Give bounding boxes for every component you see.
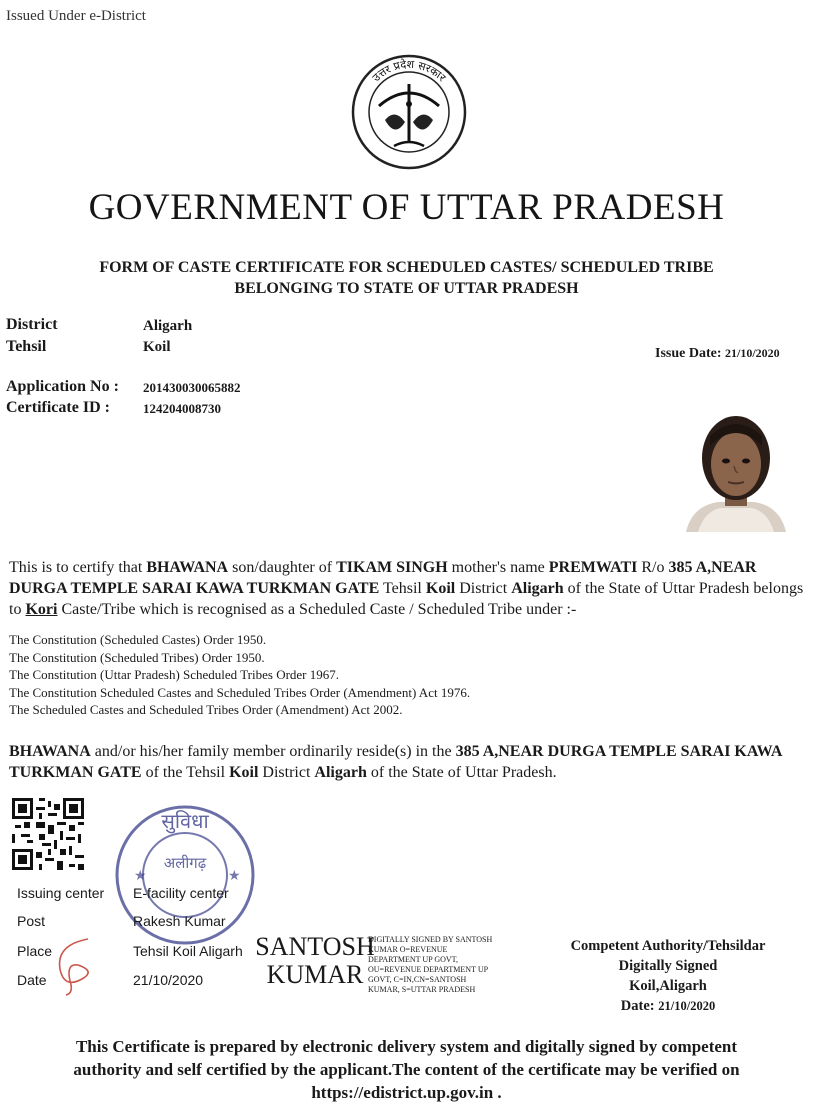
- competent-authority-block: [548, 936, 788, 1016]
- applicant-address: 385 A,NEAR DURGA TEMPLE SARAI KAWA TURKMAN GATE: [9, 559, 757, 597]
- order-item: The Constitution (Uttar Pradesh) Scheduled Tribes Order 1967.: [9, 667, 340, 682]
- handwritten-signature-mark: [48, 935, 103, 997]
- signer-first-name: SANTOSH: [255, 932, 375, 961]
- father-name: TIKAM SINGH: [336, 559, 448, 576]
- svg-text:★: ★: [228, 869, 241, 884]
- residence-district: Aligarh: [314, 764, 367, 781]
- issue-date: [655, 346, 780, 362]
- applicant-photo: [682, 406, 790, 532]
- date-label: Date: [17, 972, 47, 988]
- up-government-emblem: [349, 50, 469, 175]
- post-value: Rakesh Kumar: [133, 913, 226, 929]
- emblem-text: उत्तर प्रदेश सरकार: [369, 57, 449, 85]
- verification-url: https://edistrict.up.gov.in .: [311, 1083, 502, 1102]
- district-label: District: [6, 316, 58, 333]
- order-item: The Constitution (Scheduled Castes) Order 1950.: [9, 632, 267, 647]
- caste-name: Kori: [25, 601, 58, 618]
- seal-text-mid: अलीगढ़: [163, 854, 207, 872]
- certification-paragraph: This is to certify that BHAWANA son/daughter of TIKAM SINGH mother's name PREMWATI R/o 385 A,NEAR DURGA TEMPLE SARAI KAWA TURKMAN GATE Tehsil Koil District Aligarh of the State of Uttar Pradesh belongs to Kori Caste/Tribe which is recognised as a Scheduled Caste / Scheduled Tribe under :-: [9, 559, 804, 618]
- digital-signature-details: DIGITALLY SIGNED BY SANTOSH KUMAR O=REVENUE DEPARTMENT UP GOVT, OU=REVENUE DEPARTMENT UP GOVT, C=IN,CN=SANTOSH KUMAR, S=UTTAR PRADESH: [368, 935, 493, 994]
- order-item: The Constitution (Scheduled Tribes) Order 1950.: [9, 649, 265, 665]
- certificate-value: 124204008730: [143, 401, 221, 416]
- residence-address: 385 A,NEAR DURGA TEMPLE SARAI KAWA TURKMAN GATE: [9, 743, 782, 781]
- issuing-center-label: Issuing center: [17, 885, 105, 901]
- district-value: Aligarh: [143, 318, 193, 334]
- form-title-line1: FORM OF CASTE CERTIFICATE FOR SCHEDULED CASTES/ SCHEDULED TRIBE: [99, 259, 714, 276]
- application-label: Application No :: [6, 378, 119, 395]
- issue-date-label: Issue Date:: [655, 346, 722, 361]
- page-title: GOVERNMENT OF UTTAR PRADESH: [88, 187, 725, 228]
- digital-signer-name: [255, 933, 375, 989]
- mother-name: PREMWATI: [548, 559, 638, 576]
- place-label: Place: [17, 943, 53, 959]
- order-item: The Scheduled Castes and Scheduled Tribes Order (Amendment) Act 2002.: [9, 702, 403, 717]
- tehsil-inline: Koil: [425, 580, 456, 597]
- certificate-label: Certificate ID :: [6, 399, 110, 416]
- issued-under-note: Issued Under e-District: [6, 8, 146, 24]
- authority-title: Competent Authority/Tehsildar: [570, 938, 766, 954]
- tehsil-value: Koil: [143, 339, 171, 355]
- qr-code: [12, 798, 84, 870]
- residence-paragraph: BHAWANA and/or his/her family member ordinarily reside(s) in the 385 A,NEAR DURGA TEMPLE SARAI KAWA TURKMAN GATE of the Tehsil Koil District Aligarh of the State of Uttar Pradesh.: [9, 743, 782, 781]
- issuing-center-value: E-facility center: [133, 885, 229, 901]
- residence-name: BHAWANA: [9, 743, 91, 760]
- issue-date-value: 21/10/2020: [725, 346, 780, 360]
- seal-text-top: सुविधा: [161, 809, 209, 833]
- authority-date: Date: 21/10/2020: [620, 998, 716, 1014]
- authority-signed: Digitally Signed: [618, 958, 718, 974]
- orders-list: [9, 631, 470, 719]
- applicant-name: BHAWANA: [146, 559, 229, 576]
- authority-place: Koil,Aligarh: [629, 978, 707, 994]
- order-item: The Constitution Scheduled Castes and Scheduled Tribes Order (Amendment) Act 1976.: [9, 684, 471, 700]
- application-value: 201430030065882: [143, 380, 241, 395]
- tehsil-label: Tehsil: [6, 338, 47, 355]
- svg-text:★: ★: [134, 869, 147, 884]
- place-value: Tehsil Koil Aligarh: [133, 943, 243, 959]
- form-title: [0, 257, 813, 299]
- verification-footer: This Certificate is prepared by electronic delivery system and digitally signed by competent authority and self certified by the applicant.The content of the certificate may be verified on https://edistrict.up.gov.in .: [0, 1035, 813, 1104]
- date-value: 21/10/2020: [133, 972, 204, 988]
- residence-tehsil: Koil: [229, 764, 259, 781]
- district-inline: Aligarh: [511, 580, 564, 597]
- form-title-line2: BELONGING TO STATE OF UTTAR PRADESH: [234, 280, 579, 297]
- post-label: Post: [17, 913, 46, 929]
- signer-last-name: KUMAR: [266, 960, 364, 989]
